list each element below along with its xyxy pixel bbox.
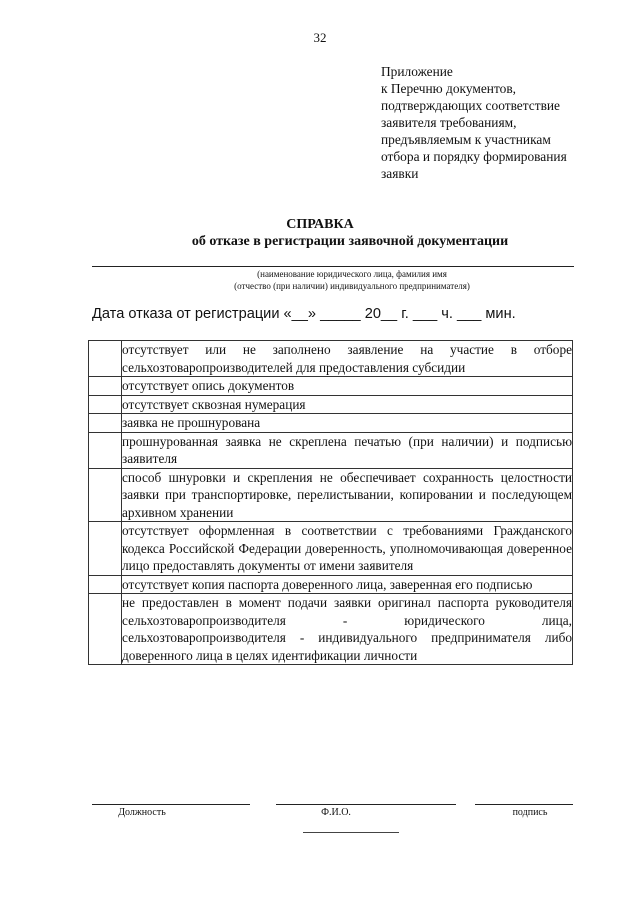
table-row (89, 432, 573, 468)
page-number: 32 (313, 30, 327, 45)
appendix-line: отбора и порядку формирования (381, 149, 567, 164)
applicant-name-hint: (наименование юридического лица, фамилия имя (257, 269, 447, 279)
reason-checkbox[interactable] (89, 414, 122, 433)
reason-checkbox[interactable] (89, 575, 122, 594)
appendix-line: заявки (381, 166, 419, 181)
reason-text: отсутствует или не заполнено заявление на участие в отборе сельхозтоваропроизводителей для предоставления субсидии (122, 342, 572, 375)
reason-text: отсутствует копия паспорта доверенного лица, заверенная его подписью (122, 575, 573, 594)
applicant-name-line (92, 266, 574, 267)
refusal-reasons-table (88, 340, 573, 665)
table-row (89, 377, 573, 396)
refusal-date-line: Дата отказа от регистрации «__» _____ 20__ г. ___ ч. ___ мин. (92, 306, 516, 322)
reason-text: прошнурованная заявка не скреплена печатью (при наличии) и подписью заявителя (122, 433, 572, 466)
position-signature-line (92, 804, 250, 805)
reason-text: заявка не прошнурована (122, 414, 573, 433)
fio-signature-line (276, 804, 456, 805)
table-row (89, 414, 573, 433)
document-subtitle: об отказе в регистрации заявочной документации (191, 234, 509, 249)
reason-checkbox[interactable] (89, 594, 122, 665)
appendix-note (381, 63, 621, 182)
fio-label: Ф.И.О. (321, 807, 351, 818)
signature-line (475, 804, 573, 805)
reason-checkbox[interactable] (89, 377, 122, 396)
signature-label: подпись (512, 807, 548, 818)
applicant-name-hint-2: (отчество (при наличии) индивидуального предпринимателя) (234, 281, 470, 291)
appendix-line: к Перечню документов, (381, 81, 516, 96)
table-row (89, 341, 573, 377)
reason-checkbox[interactable] (89, 395, 122, 414)
document-title: СПРАВКА (286, 217, 354, 232)
reason-checkbox[interactable] (89, 341, 122, 377)
reason-checkbox[interactable] (89, 468, 122, 522)
appendix-line: подтверждающих соответствие (381, 98, 560, 113)
reason-text: отсутствует сквозная нумерация (122, 395, 573, 414)
reason-text: отсутствует опись документов (122, 377, 573, 396)
table-row (89, 575, 573, 594)
table-row (89, 395, 573, 414)
reason-text: отсутствует оформленная в соответствии с требованиями Гражданского кодекса Российской Федерации доверенность, уполномочивающая доверенное лицо предоставлять документы от имени заявителя (122, 523, 572, 573)
table-row (89, 468, 573, 522)
table-row (89, 594, 573, 665)
table-row (89, 522, 573, 576)
reason-checkbox[interactable] (89, 522, 122, 576)
reason-text: способ шнуровки и скрепления не обеспечивает сохранность целостности заявки при транспортировке, перелистывании, копировании и последующем архивном хранении (122, 469, 572, 520)
reason-checkbox[interactable] (89, 432, 122, 468)
appendix-line: заявителя требованиям, (381, 115, 517, 130)
appendix-line: предъявляемым к участникам (381, 132, 551, 147)
reason-text: не предоставлен в момент подачи заявки оригинал паспорта руководителя сельхозтоваропроизводителя - юридического лица, сельхозтоваропроизводителя - индивидуального предпринимателя либо доверенного лица в целях идентификации личности (122, 595, 572, 663)
position-label: Должность (118, 807, 166, 818)
fio-underline (303, 832, 399, 833)
appendix-line: Приложение (381, 64, 453, 79)
